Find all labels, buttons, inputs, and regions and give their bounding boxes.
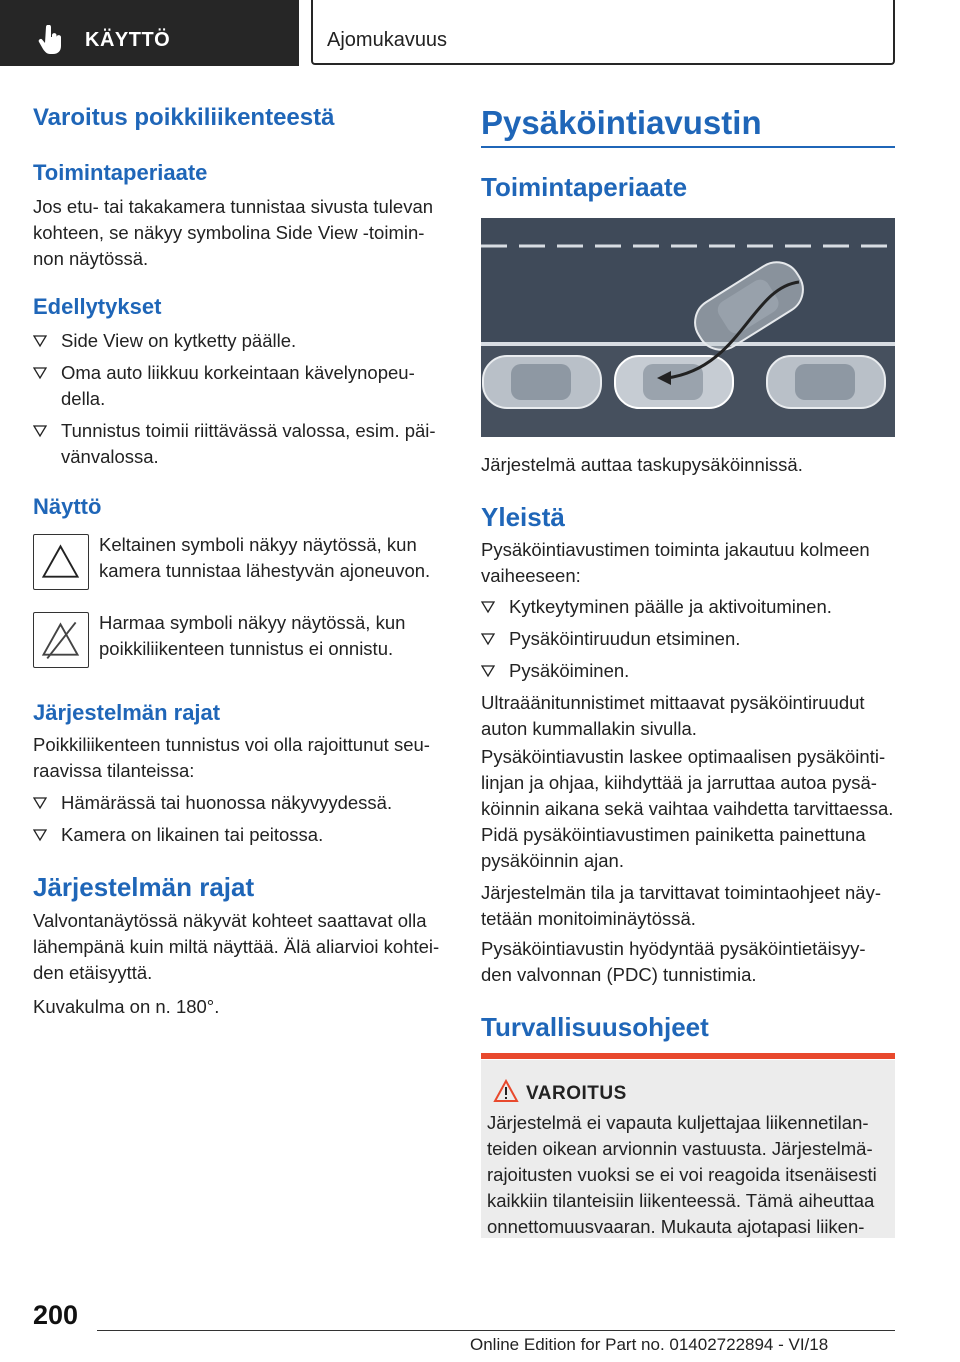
list-item: Tunnistus toimii riittävässä valossa, esim. päi- vänvalossa. [33, 418, 436, 470]
bullet-triangle-icon [33, 796, 47, 810]
parking-illustration [481, 218, 895, 437]
section-tab-label: KÄYTTÖ [85, 29, 171, 51]
subheading: Toimintaperiaate [481, 172, 688, 202]
bullet-triangle-icon [33, 424, 47, 438]
subheading: Toimintaperiaate [33, 160, 208, 185]
list-item: Kamera on likainen tai peitossa. [33, 822, 323, 848]
paragraph: Jos etu- tai takakamera tunnistaa sivusta tulevan kohteen, se näkyy symbolina Side View -toimin- non näytössä. [33, 196, 434, 269]
warning-triangle-icon [493, 1079, 519, 1103]
list-item: Hämärässä tai huonossa näkyvyydessä. [33, 790, 392, 816]
warning-text: Järjestelmä ei vapauta kuljettajaa liikennetilan- teiden oikean arvionnin vastuusta. Järjestelmä- rajoitusten vuoksi se ei voi reagoida itsenäisesti kaikkiin tilanteisiin liikenteessä. Tämä aiheuttaa onnettomuusvaaran. Mukauta ajotapasi liiken- [487, 1112, 877, 1237]
subheading: Edellytykset [33, 294, 162, 319]
paragraph: Ultraäänitunnistimet mittaavat pysäköintiruudut auton kummallakin sivulla. [481, 692, 865, 739]
footer-edition: Online Edition for Part no. 01402722894 - VI/18 [470, 1335, 829, 1354]
subheading: Järjestelmän rajat [33, 700, 221, 725]
paragraph: Valvontanäytössä näkyvät kohteet saattavat olla lähempänä kuin miltä näyttää. Älä aliarvioi kohtei- den etäisyyttä. [33, 910, 440, 983]
list-item: Pysäköiminen. [481, 658, 629, 684]
bullet-triangle-icon [481, 664, 495, 678]
subheading: Järjestelmän rajat [33, 872, 255, 902]
chapter-tab-label: Ajomukavuus [327, 29, 448, 51]
warning-symbol-crossed-icon [33, 612, 89, 668]
warning-rule [481, 1053, 895, 1059]
parked-car-left [483, 356, 601, 408]
paragraph: Kuvakulma on n. 180°. [33, 996, 220, 1017]
paragraph: Järjestelmän tila ja tarvittavat toimintaohjeet näy- tetään monitoiminäytössä. [481, 882, 881, 929]
parked-car-right [767, 356, 885, 408]
hand-pointer-icon [38, 25, 64, 55]
subheading: Turvallisuusohjeet [481, 1012, 709, 1042]
paragraph: Pysäköintiavustimen toiminta jakautuu kolmeen vaiheeseen: [481, 539, 870, 586]
section-tab [0, 0, 299, 66]
list-item: Side View on kytketty päälle. [33, 328, 296, 354]
bullet-triangle-icon [33, 366, 47, 380]
page-number: 200 [33, 1300, 79, 1330]
paragraph: Keltainen symboli näkyy näytössä, kun kamera tunnistaa lähestyvän ajoneuvon. [99, 534, 431, 581]
paragraph: Pysäköintiavustin laskee optimaalisen pysäköinti- linjan ja ohjaa, kiihdyttää ja jarruttaa autoa pysä- köinnin aikana sekä vaihtaa vaihdetta tarvittaessa. Pidä pysäköintiavustimen painiketta painettuna pysäköinnin ajan. [481, 746, 894, 871]
paragraph: Harmaa symboli näkyy näytössä, kun poikkiliikenteen tunnistus ei onnistu. [99, 612, 406, 659]
warning-symbol-icon [33, 534, 89, 590]
list-item: Oma auto liikkuu korkeintaan kävelynopeu- della. [33, 360, 415, 412]
warning-title: VAROITUS [526, 1083, 627, 1104]
bullet-triangle-icon [33, 828, 47, 842]
bullet-triangle-icon [481, 600, 495, 614]
footer-rule [97, 1330, 895, 1331]
warning-box [481, 1060, 895, 1238]
section-heading: Varoitus poikkiliikenteestä [33, 104, 335, 131]
parking-car-target [615, 356, 733, 408]
figure-caption: Järjestelmä auttaa taskupysäköinnissä. [481, 454, 803, 475]
chapter-heading: Pysäköintiavustin [481, 104, 762, 141]
heading-rule [481, 146, 895, 148]
chapter-tab [311, 0, 895, 65]
subheading: Yleistä [481, 502, 565, 532]
bullet-triangle-icon [481, 632, 495, 646]
paragraph: Poikkiliikenteen tunnistus voi olla rajoittunut seu- raavissa tilanteissa: [33, 734, 430, 781]
subheading: Näyttö [33, 494, 102, 519]
list-item: Kytkeytyminen päälle ja aktivoituminen. [481, 594, 832, 620]
list-item: Pysäköintiruudun etsiminen. [481, 626, 740, 652]
page-header [0, 0, 960, 66]
paragraph: Pysäköintiavustin hyödyntää pysäköintietäisyy- den valvonnan (PDC) tunnistimia. [481, 938, 866, 985]
bullet-triangle-icon [33, 334, 47, 348]
